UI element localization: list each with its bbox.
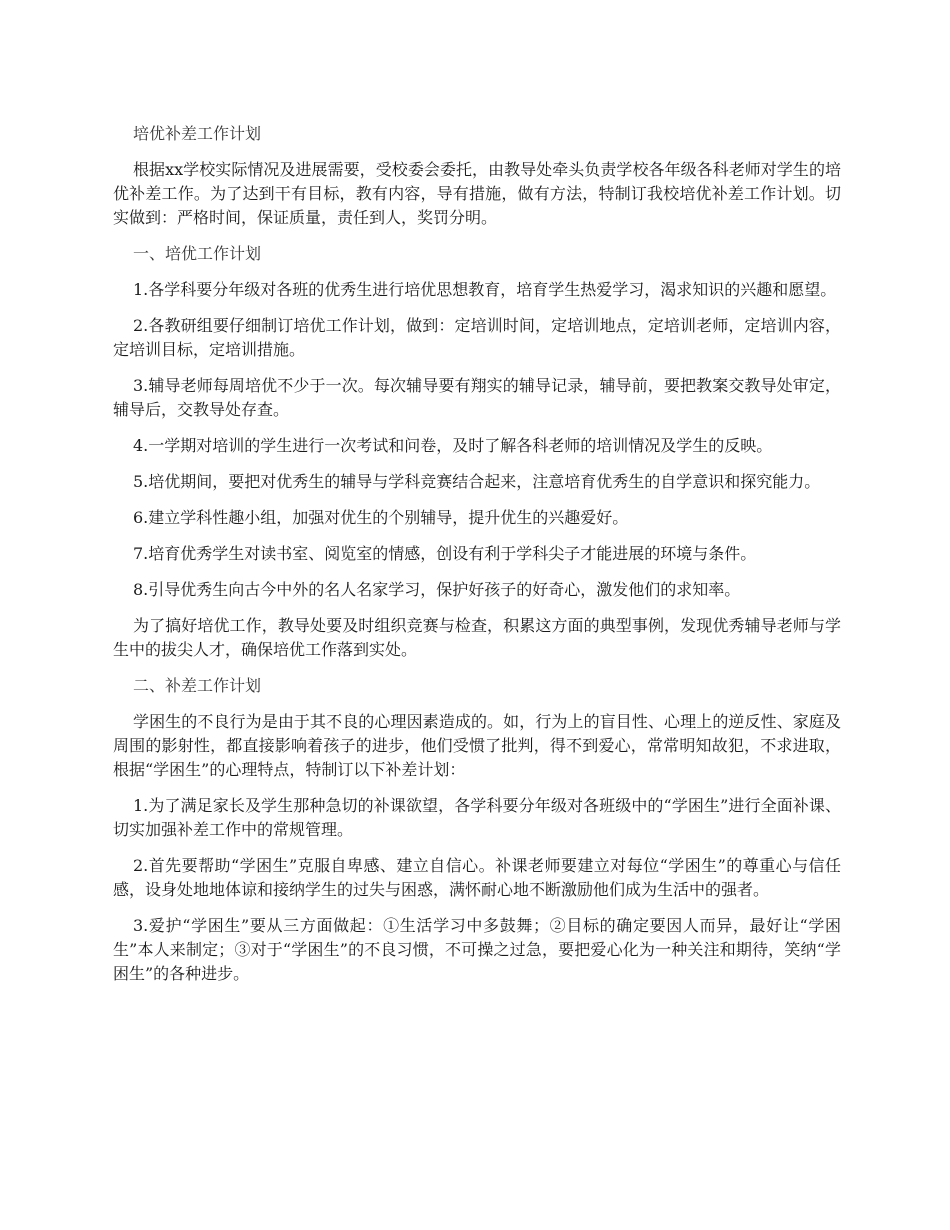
section1-item: 6.建立学科性趣小组，加强对优生的个别辅导，提升优生的兴趣爱好。 (133, 508, 629, 527)
document-page (113, 122, 841, 998)
section2-intro: 学困生的不良行为是由于其不良的心理因素造成的。如，行为上的盲目性、心理上的逆反性、家庭及周围的影射性，都直接影响着孩子的进步，他们受惯了批判，得不到爱心，常常明知故犯，不求进取，根据“学困生”的心理特点，特制订以下补差计划： (113, 712, 841, 779)
section1-item: 1.各学科要分年级对各班的优秀生进行培优思想教育，培育学生热爱学习，渴求知识的兴趣和愿望。 (133, 280, 837, 299)
intro-paragraph: 根据xx学校实际情况及进展需要，受校委会委托，由教导处牵头负责学校各年级各科老师对学生的培优补差工作。为了达到干有目标，教有内容，导有措施，做有方法，特制订我校培优补差工作计划。切实做到：严格时间，保证质量，责任到人，奖罚分明。 (113, 160, 841, 227)
section1-item: 8.引导优秀生向古今中外的名人名家学习，保护好孩子的好奇心，激发他们的求知率。 (133, 580, 741, 599)
section2-item: 2.首先要帮助“学困生”克服自卑感、建立自信心。补课老师要建立对每位“学困生”的尊重心与信任感，设身处地地体谅和接纳学生的过失与困惑，满怀耐心地不断激励他们成为生活中的强者。 (113, 856, 841, 899)
section1-closing: 为了搞好培优工作，教导处要及时组织竞赛与检查，积累这方面的典型事例，发现优秀辅导老师与学生中的拔尖人才，确保培优工作落到实处。 (113, 616, 841, 659)
section2-heading: 二、补差工作计划 (133, 676, 262, 695)
section1-item: 7.培育优秀学生对读书室、阅览室的情感，创设有利于学科尖子才能进展的环境与条件。 (133, 544, 757, 563)
section1-item: 2.各教研组要仔细制订培优工作计划，做到：定培训时间，定培训地点，定培训老师，定培训内容，定培训目标，定培训措施。 (113, 316, 841, 359)
section2-item: 1.为了满足家长及学生那种急切的补课欲望，各学科要分年级对各班级中的“学困生”进行全面补课、切实加强补差工作中的常规管理。 (113, 796, 841, 839)
section1-heading: 一、培优工作计划 (133, 244, 262, 263)
document-title: 培优补差工作计划 (133, 124, 262, 143)
section2-item: 3.爱护“学困生”要从三方面做起：①生活学习中多鼓舞；②目标的确定要因人而异，最好让“学困生”本人来制定；③对于“学困生”的不良习惯，不可操之过急，要把爱心化为一种关注和期待，笑纳“学困生”的各种进步。 (113, 916, 841, 983)
section1-item: 3.辅导老师每周培优不少于一次。每次辅导要有翔实的辅导记录，辅导前，要把教案交教导处审定，辅导后，交教导处存查。 (113, 376, 841, 419)
section1-item: 4.一学期对培训的学生进行一次考试和问卷，及时了解各科老师的培训情况及学生的反映。 (133, 436, 773, 455)
section1-item: 5.培优期间，要把对优秀生的辅导与学科竞赛结合起来，注意培育优秀生的自学意识和探究能力。 (133, 472, 821, 491)
